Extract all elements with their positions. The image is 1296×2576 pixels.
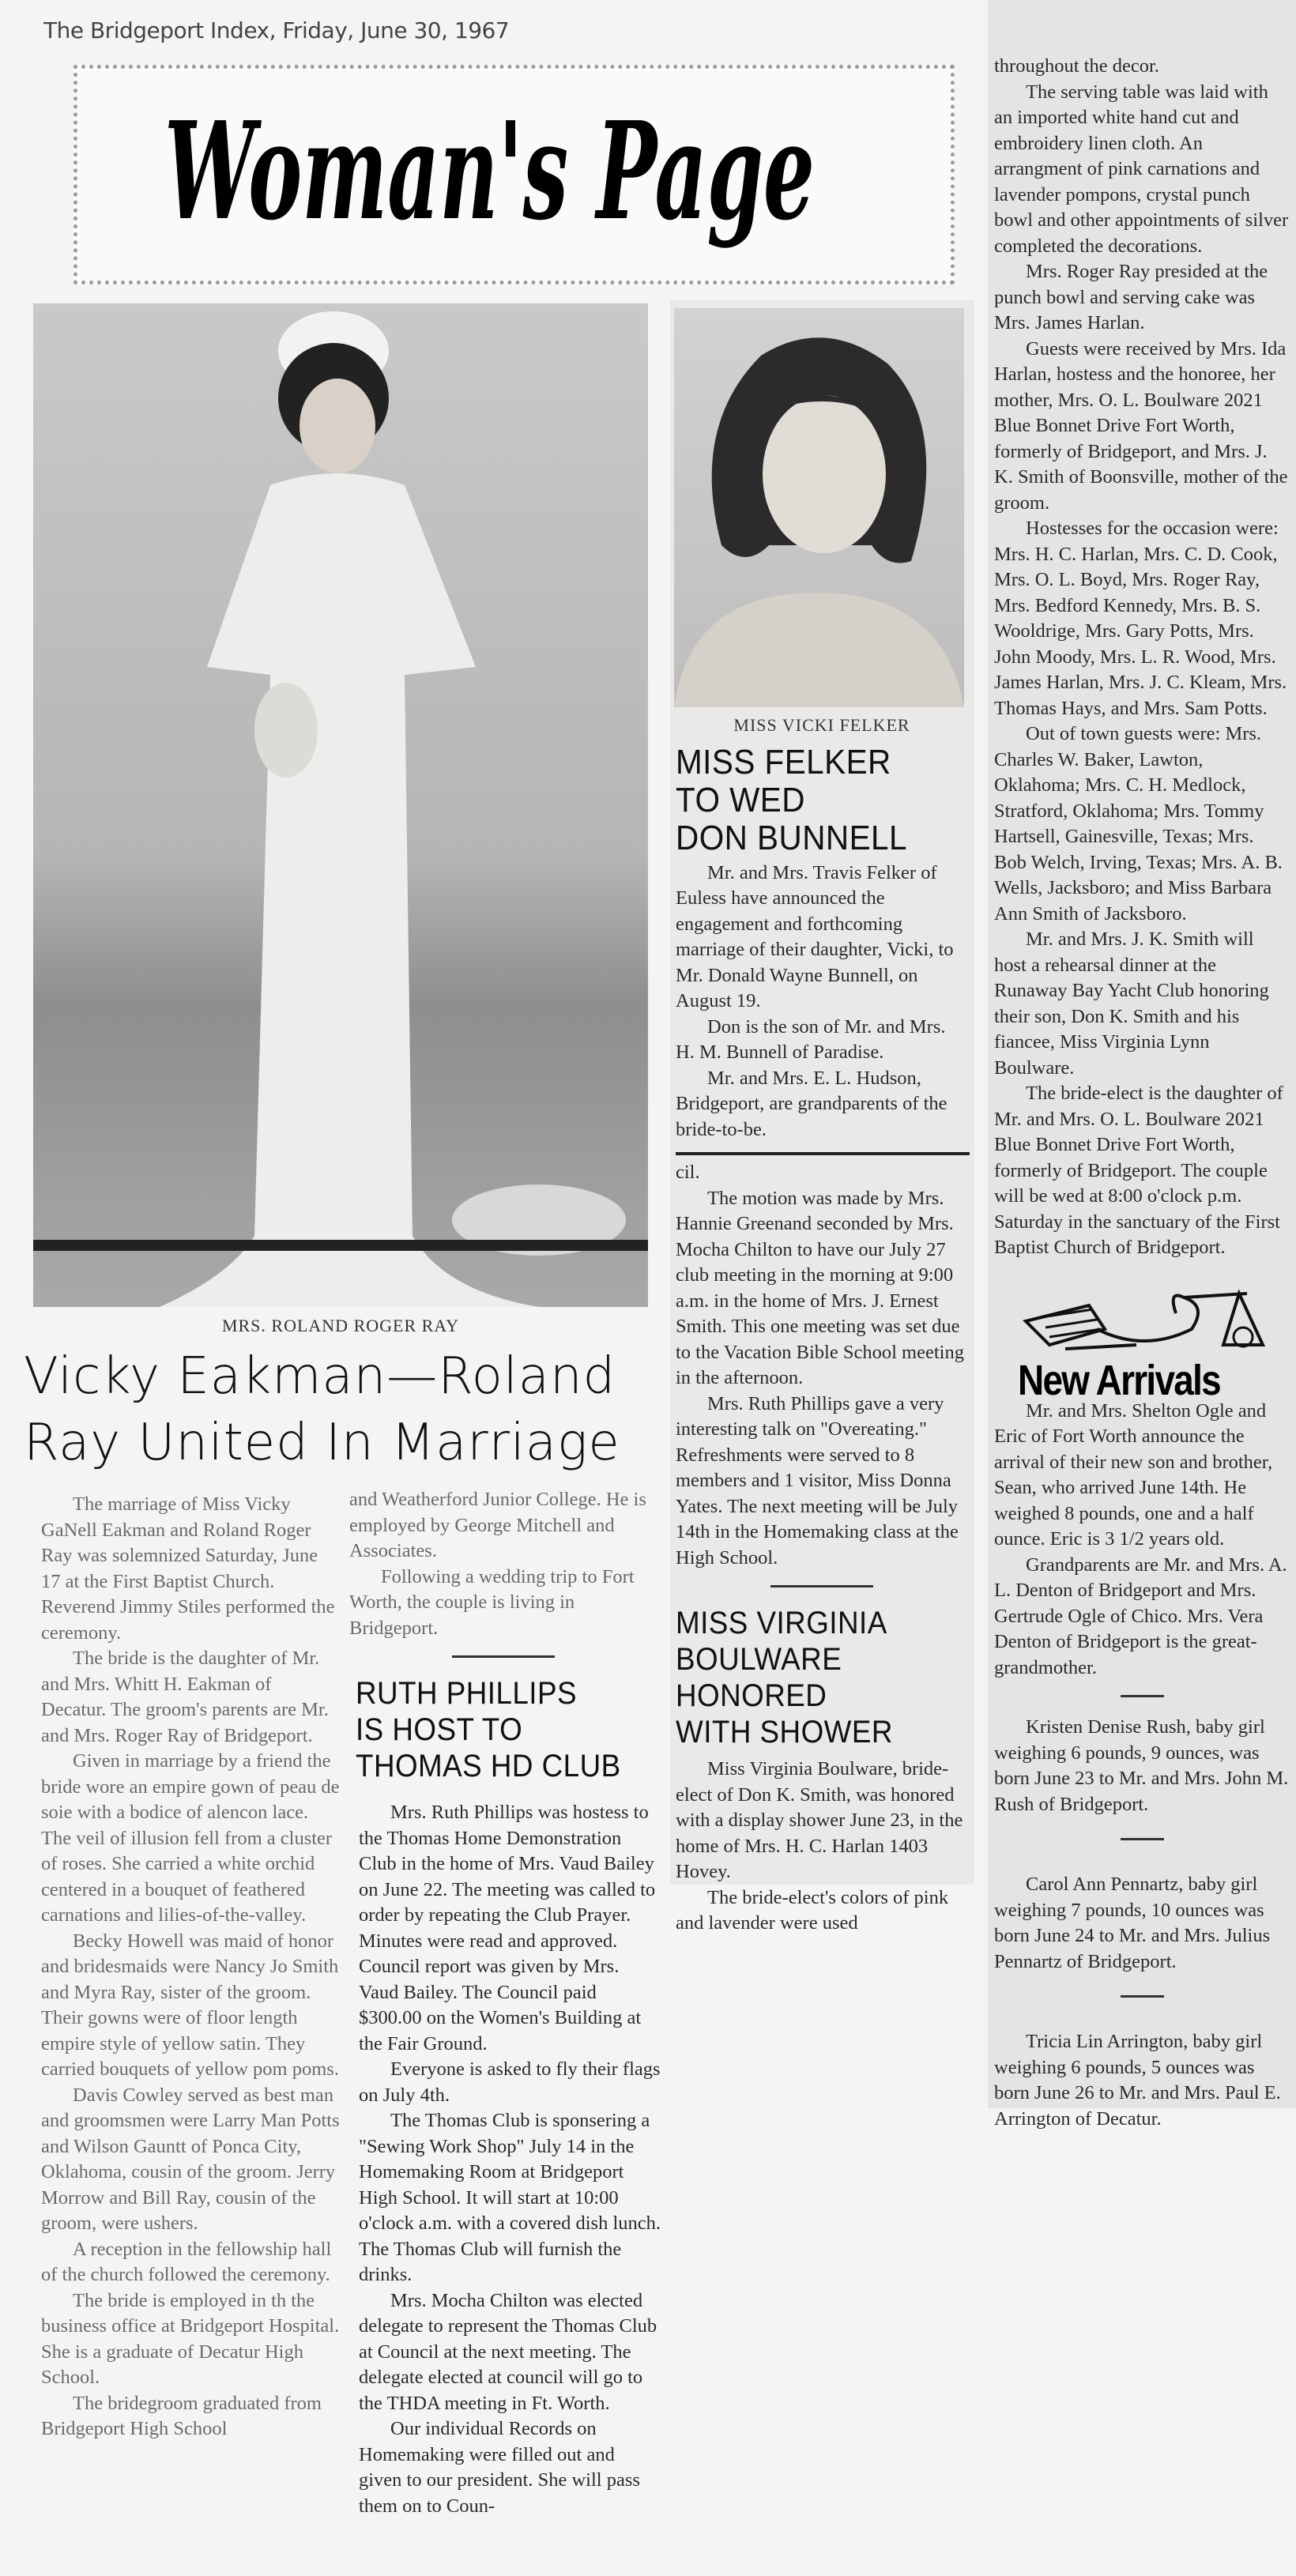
paragraph: Becky Howell was maid of honor and bridesmaids were Nancy Jo Smith and Myra Ray, sister of the groom. Their gowns were of floor length empire style of yellow satin. They carried bouquets of yellow pom poms.	[41, 1930, 339, 2080]
club-headline-line: THOMAS HD CLUB	[356, 1749, 621, 1783]
shower-headline	[676, 1605, 944, 1750]
paragraph: Mr. and Mrs. J. K. Smith will host a rehearsal dinner at the Runaway Bay Yacht Club honoring their son, Don K. Smith and his fiancee, Miss Virginia Lynn Boulware.	[994, 928, 1269, 1079]
dateline: The Bridgeport Index, Friday, June 30, 1967	[43, 17, 510, 43]
paragraph: Tricia Lin Arrington, baby girl weighing 6 pounds, 5 ounces was born June 26 to Mr. and Mrs. Paul E. Arrington of Decatur.	[994, 2031, 1281, 2130]
engagement-column	[676, 713, 968, 1937]
paragraph: A reception in the fellowship hall of the church followed the ceremony.	[41, 2238, 332, 2285]
paragraph: The Thomas Club is sponsering a "Sewing Work Shop" July 14 in the Homemaking Room at Bridgeport High School. It will start at 10:00 o'clock a.m. with a covered dish lunch. The Thomas Club will furnish the drinks.	[359, 2110, 661, 2285]
wedding-story-col1	[41, 1492, 340, 2442]
paragraph: The bridegroom graduated from Bridgeport High School	[41, 2392, 322, 2439]
paragraph: Mrs. Mocha Chilton was elected delegate to represent the Thomas Club at Council at the next meeting. The delegate elected at council will go to the THDA meeting in Ft. Worth.	[359, 2289, 657, 2414]
bride-photo	[33, 303, 648, 1307]
club-story-continued: cil.	[676, 1162, 700, 1183]
club-headline	[356, 1675, 637, 1784]
bride-photo-caption: MRS. ROLAND ROGER RAY	[221, 1316, 460, 1335]
divider	[676, 1152, 970, 1155]
paragraph: The motion was made by Mrs. Hannie Greenand seconded by Mrs. Mocha Chilton to have our July 27 club meeting in the morning at 9:00 a.m. in the home of Mrs. J. Ernest Smith. This one meeting was set due to the Vacation Bible School meeting in the afternoon.	[676, 1187, 964, 1388]
paragraph: Following a wedding trip to Fort Worth, the couple is living in Bridgeport.	[349, 1565, 635, 1639]
paragraph: Out of town guests were: Mrs. Charles W. Baker, Lawton, Oklahoma; Mrs. C. H. Medlock, Stratford, Oklahoma; Mrs. Tommy Hartsell, Gainesville, Texas; Mrs. Bob Welch, Irving, Texas; Mrs. A. B. Wells, Jacksboro; and Miss Barbara Ann Smith of Jacksboro.	[994, 723, 1283, 925]
masthead-title: Woman's Page	[164, 92, 815, 250]
paragraph: The bride-elect is the daughter of Mr. and Mrs. O. L. Boulware 2021 Blue Bonnet Drive Fort Worth, formerly of Bridgeport. The couple will be wed at 8:00 o'clock p.m. Saturday in the sanctuary of the First Baptist Church of Bridgeport.	[994, 1083, 1283, 1258]
shower-story-continued: throughout the decor.	[994, 55, 1159, 77]
divider	[1121, 1695, 1164, 1697]
divider	[452, 1655, 555, 1658]
shower-headline-line: MISS VIRGINIA	[676, 1606, 887, 1640]
paragraph: Don is the son of Mr. and Mrs. H. M. Bunnell of Paradise.	[676, 1015, 946, 1063]
new-arrivals-title: New Arrivals	[1018, 1357, 1220, 1404]
club-headline-line: IS HOST TO	[356, 1712, 523, 1747]
paragraph: Our individual Records on Homemaking were filled out and given to our president. She will pass them on to Coun-	[359, 2418, 640, 2517]
divider	[770, 1585, 873, 1587]
paragraph: Guests were received by Mrs. Ida Harlan, hostess and the honoree, her mother, Mrs. O. L. Boulware 2021 Blue Bonnet Drive Fort Worth, formerly of Bridgeport, and Mrs. J. K. Smith of Boonsville, mother of the groom.	[994, 337, 1288, 514]
paragraph: The marriage of Miss Vicky GaNell Eakman and Roland Roger Ray was solemnized Saturday, June 17 at the First Baptist Church. Reverend Jimmy Stiles performed the ceremony.	[41, 1493, 335, 1644]
paragraph: Hostesses for the occasion were: Mrs. H. C. Harlan, Mrs. C. D. Cook, Mrs. O. L. Boyd, Mrs. Roger Ray, Mrs. Bedford Kennedy, Mrs. B. S. Wooldrige, Mrs. Gary Potts, Mrs. John Moody, Mrs. L. R. Wood, Mrs. James Harlan, Mrs. J. C. Kleam, Mrs. Thomas Hays, and Mrs. Sam Potts.	[994, 518, 1287, 719]
column-2	[349, 1487, 661, 2519]
shower-headline-line: WITH SHOWER	[676, 1715, 893, 1749]
stork-icon	[1018, 1274, 1290, 1369]
masthead	[73, 65, 955, 284]
engagement-headline-line: MISS FELKER	[676, 742, 891, 781]
wedding-headline-line1: Vicky Eakman—Roland	[24, 1347, 616, 1406]
engagement-headline-line: DON BUNNELL	[676, 818, 907, 857]
paragraph: Mrs. Ruth Phillips gave a very interesting talk on "Overeating." Refreshments were served to 8 members and 1 visitor, Miss Donna Yates. The next meeting will be July 14th in the Homemaking class at the High School.	[676, 1392, 959, 1569]
paragraph: Mrs. Ruth Phillips was hostess to the Thomas Home Demonstration Club in the home of Mrs. Vaud Bailey on June 22. The meeting was called to order by repeating the Club Prayer. Minutes were read and approved. Council report was given by Mrs. Vaud Bailey. The Council paid $300.00 on the Women's Building at the Fair Ground.	[359, 1802, 656, 2054]
shower-headline-line: BOULWARE HONORED	[676, 1642, 842, 1713]
wedding-headline	[24, 1343, 672, 1476]
paragraph: Miss Virginia Boulware, bride-elect of Don K. Smith, was honored with a display shower June 23, in the home of Mrs. H. C. Harlan 1403 Hovey.	[676, 1758, 963, 1882]
felker-photo-caption: MISS VICKI FELKER	[733, 715, 910, 735]
club-headline-line: RUTH PHILLIPS	[356, 1676, 578, 1711]
bride-photo-illustration	[33, 303, 648, 1307]
right-column	[994, 54, 1290, 2132]
paragraph: Kristen Denise Rush, baby girl weighing 6 pounds, 9 ounces, was born June 23 to Mr. and Mrs. John M. Rush of Bridgeport.	[994, 1716, 1289, 1815]
paragraph: The bride is employed in th the business office at Bridgeport Hospital. She is a graduate of Decatur High School.	[41, 2289, 340, 2388]
paragraph: Mrs. Roger Ray presided at the punch bowl and serving cake was Mrs. James Harlan.	[994, 261, 1268, 333]
paragraph: Everyone is asked to fly their flags on July 4th.	[359, 2058, 661, 2106]
felker-photo-illustration	[674, 308, 964, 707]
engagement-headline-line: TO WED	[676, 780, 805, 819]
divider	[1121, 1995, 1164, 1998]
paragraph: Mr. and Mrs. Shelton Ogle and Eric of Fort Worth announce the arrival of their new son and brother, Sean, who arrived June 14th. He weighed 8 pounds, one and a half ounce. Eric is 3 1/2 years old.	[994, 1399, 1273, 1550]
felker-photo	[674, 308, 964, 707]
wedding-headline-line2: Ray United In Marriage	[24, 1414, 620, 1472]
engagement-headline	[676, 744, 944, 857]
paragraph: Grandparents are Mr. and Mrs. A. L. Denton of Bridgeport and Mrs. Gertrude Ogle of Chico. Mrs. Vera Denton of Bridgeport is the great-grandmother.	[994, 1554, 1287, 1678]
paragraph: Mr. and Mrs. Travis Felker of Euless have announced the engagement and forthcoming marriage of their daughter, Vicki, to Mr. Donald Wayne Bunnell, on August 19.	[676, 861, 954, 1011]
paragraph: Davis Cowley served as best man and groomsmen were Larry Man Potts and Wilson Gauntt of Ponca City, Oklahoma, cousin of the groom. Jerry Morrow and Bill Ray, cousin of the groom, were ushers.	[41, 2084, 340, 2234]
paragraph: The bride is the daughter of Mr. and Mrs. Whitt H. Eakman of Decatur. The groom's parents are Mr. and Mrs. Roger Ray of Bridgeport.	[41, 1648, 329, 1746]
divider	[1121, 1838, 1164, 1840]
paragraph: Mr. and Mrs. E. L. Hudson, Bridgeport, are grandparents of the bride-to-be.	[676, 1067, 948, 1140]
wedding-story-continued: and Weatherford Junior College. He is employed by George Mitchell and Associates.	[349, 1489, 646, 1561]
paragraph: Given in marriage by a friend the bride wore an empire gown of peau de soie with a bodice of alencon lace. The veil of illusion fell from a cluster of roses. She carried a white orchid centered in a bouquet of feathered carnations and lilies-of-the-valley.	[41, 1750, 340, 1926]
paragraph: Carol Ann Pennartz, baby girl weighing 7 pounds, 10 ounces was born June 24 to Mr. and Mrs. Julius Pennartz of Bridgeport.	[994, 1874, 1271, 1972]
paragraph: The serving table was laid with an imported white hand cut and embroidery linen cloth. An arrangment of pink carnations and lavender pompons, crystal punch bowl and other appointments of silver completed the decorations.	[994, 81, 1289, 257]
paragraph: The bride-elect's colors of pink and lavender were used	[676, 1886, 949, 1934]
